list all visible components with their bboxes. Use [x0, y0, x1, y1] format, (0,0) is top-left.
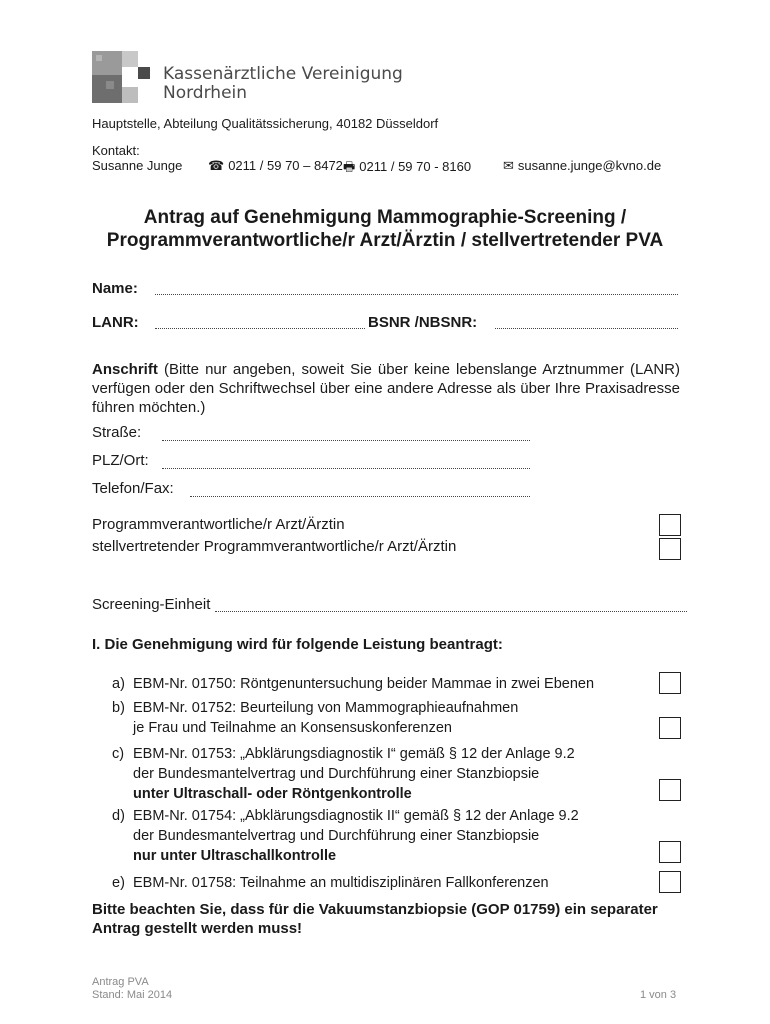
name-field[interactable] — [155, 282, 678, 295]
fax-icon: 🖶 — [343, 159, 356, 174]
fax-number: 0211 / 59 70 - 8160 — [359, 159, 472, 174]
item-d-marker: d) — [112, 808, 125, 824]
item-a-marker: a) — [112, 676, 125, 692]
strasse-label: Straße: — [92, 424, 142, 441]
telefon-field[interactable] — [190, 484, 530, 497]
item-e-text: EBM-Nr. 01758: Teilnahme an multidisziplinären Fallkonferenzen — [133, 875, 549, 891]
contact-label: Kontakt: — [92, 143, 140, 158]
phone-number: 0211 / 59 70 – 8472 — [228, 158, 343, 173]
item-d-text: EBM-Nr. 01754: „Abklärungsdiagnostik II“ gemäß § 12 der Anlage 9.2 der Bundesmantelvertrag und Durchführung einer Stanzbiopsie nur unter Ultraschallkontrolle — [133, 808, 579, 864]
anschrift-note — [92, 360, 680, 417]
email-address: susanne.junge@kvno.de — [517, 158, 662, 173]
role-stellv-checkbox[interactable] — [659, 538, 681, 560]
lanr-field[interactable] — [155, 316, 365, 329]
item-a-text: EBM-Nr. 01750: Röntgenuntersuchung beider Mammae in zwei Ebenen — [133, 676, 595, 692]
footer-doc-info: Antrag PVA Stand: Mai 2014 — [92, 976, 173, 1001]
strasse-field[interactable] — [162, 428, 530, 441]
screening-label: Screening-Einheit — [92, 596, 211, 613]
contact-name: Susanne Junge — [92, 158, 183, 173]
page-title: Antrag auf Genehmigung Mammographie-Screening / Programmverantwortliche/r Arzt/Ärztin / stellvertretender PVA — [106, 207, 664, 251]
item-b-checkbox[interactable] — [659, 717, 681, 739]
role-pva-checkbox[interactable] — [659, 514, 681, 536]
screening-field[interactable] — [215, 599, 687, 612]
bsnr-field[interactable] — [495, 316, 678, 329]
item-a-checkbox[interactable] — [659, 672, 681, 694]
vakuum-notice: Bitte beachten Sie, dass für die Vakuumstanzbiopsie (GOP 01759) ein separater Antrag gestellt werden muss! — [92, 901, 658, 937]
section-heading: I. Die Genehmigung wird für folgende Leistung beantragt: — [92, 636, 503, 653]
fax-contact — [343, 158, 471, 180]
email-contact — [503, 158, 661, 174]
item-c-text: EBM-Nr. 01753: „Abklärungsdiagnostik I“ gemäß § 12 der Anlage 9.2 der Bundesmantelvertrag und Durchführung einer Stanzbiopsie unter Ultraschall- oder Röntgenkontrolle — [133, 746, 575, 802]
role-stellv-label: stellvertretender Programmverantwortliche/r Arzt/Ärztin — [92, 538, 457, 555]
name-label: Name: — [92, 280, 138, 297]
address-line: Hauptstelle, Abteilung Qualitätssicherung, 40182 Düsseldorf — [92, 116, 439, 131]
lanr-label: LANR: — [92, 314, 139, 331]
plz-label: PLZ/Ort: — [92, 452, 149, 469]
telefon-label: Telefon/Fax: — [92, 480, 174, 497]
item-e-marker: e) — [112, 875, 125, 891]
item-c-checkbox[interactable] — [659, 779, 681, 801]
phone-icon: ☎ — [208, 158, 225, 173]
item-d-checkbox[interactable] — [659, 841, 681, 863]
anschrift-text: (Bitte nur angeben, soweit Sie über keine lebenslange Arztnummer (LANR) verfügen oder den Schriftwechsel über eine andere Adresse als über Ihre Praxisadresse führen möchten.) — [92, 361, 680, 416]
role-pva-label: Programmverantwortliche/r Arzt/Ärztin — [92, 516, 345, 533]
anschrift-heading: Anschrift — [92, 361, 158, 378]
organization-name: Kassenärztliche Vereinigung Nordrhein — [163, 64, 403, 103]
page-number: 1 von 3 — [640, 989, 677, 1001]
kvno-logo-icon — [92, 51, 152, 103]
plz-field[interactable] — [162, 456, 530, 469]
envelope-icon: ✉ — [503, 158, 514, 173]
bsnr-label: BSNR /NBSNR: — [368, 314, 478, 331]
item-e-checkbox[interactable] — [659, 871, 681, 893]
phone-contact — [208, 158, 343, 174]
item-b-text: EBM-Nr. 01752: Beurteilung von Mammographieaufnahmen je Frau und Teilnahme an Konsensuskonferenzen — [133, 700, 519, 736]
item-c-marker: c) — [112, 746, 125, 762]
item-b-marker: b) — [112, 700, 125, 716]
